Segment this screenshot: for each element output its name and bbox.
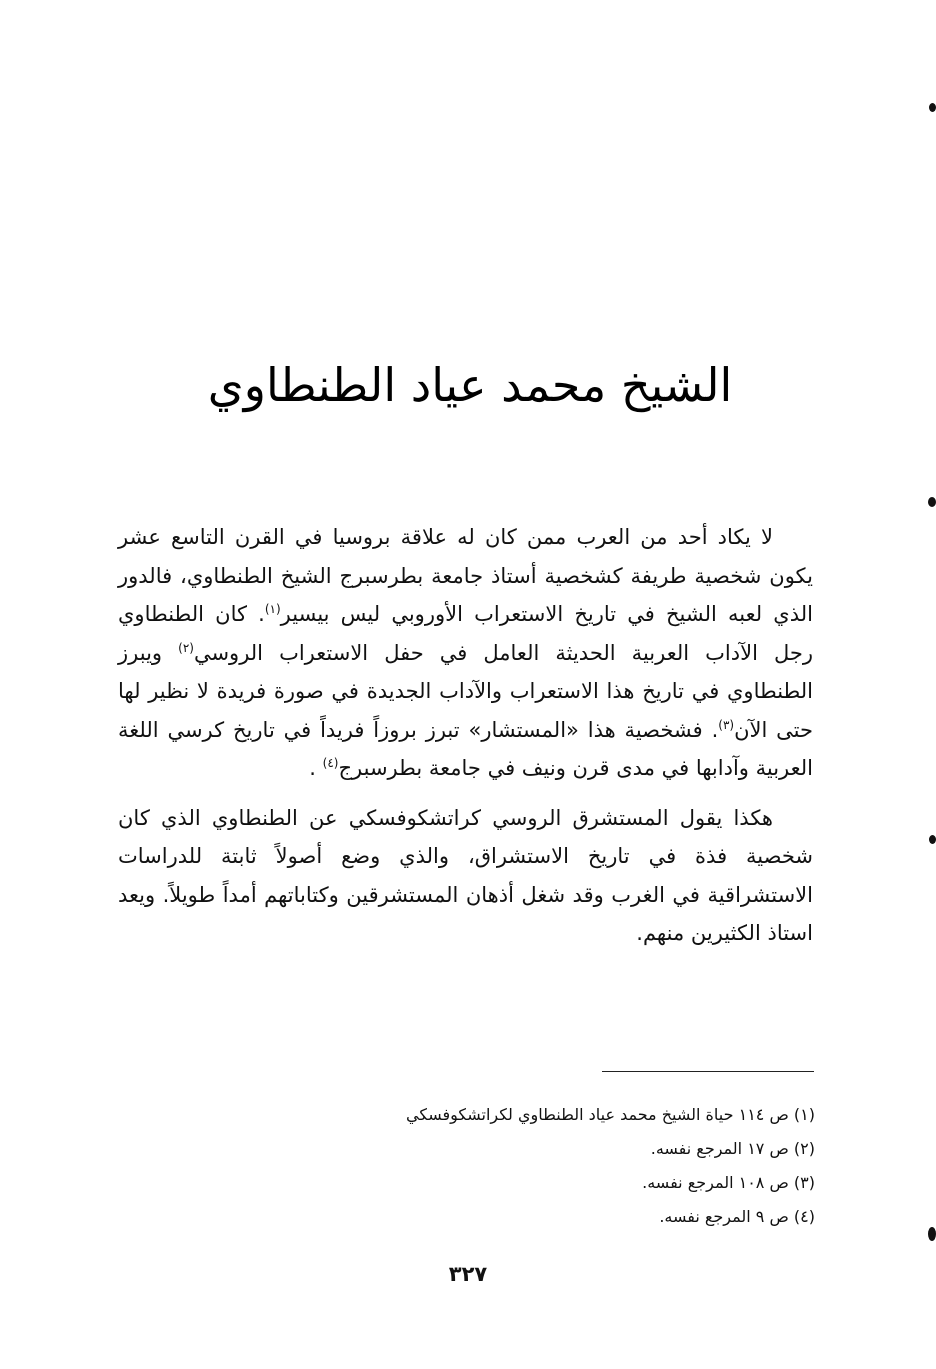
- footnote-ref-1: (١): [264, 602, 281, 616]
- footnote-divider: [602, 1071, 814, 1072]
- scan-mark-3: [929, 835, 936, 844]
- footnote-4: (٤) ص ٩ المرجع نفسه.: [659, 1207, 815, 1226]
- paragraph-1-part-b: . كان الطنطاوي رجل الآداب العربية الحديثة العامل في حفل الاستعراب الروسي: [118, 602, 813, 665]
- footnote-ref-3: (٣): [718, 717, 735, 732]
- body-text: [118, 518, 813, 953]
- paragraph-1-part-c: ويبرز الطنطاوي في تاريخ هذا الاستعراب والآداب الجديدة في صورة فريدة لا نظير لها حتى الآن: [118, 640, 814, 742]
- footnote-ref-4: (٤): [322, 756, 339, 770]
- footnotes: [300, 1098, 815, 1234]
- footnote-2: (٢) ص ١٧ المرجع نفسه.: [650, 1139, 815, 1158]
- scan-mark-4: [928, 1227, 936, 1241]
- footnote-3: (٣) ص ١٠٨ المرجع نفسه.: [642, 1173, 815, 1192]
- chapter-title: الشيخ محمد عياد الطنطاوي: [207, 358, 733, 412]
- paragraph-1-part-e: .: [309, 756, 323, 780]
- footnote-1: (١) ص ١١٤ حياة الشيخ محمد عياد الطنطاوي لكراتشكوفسكي: [406, 1105, 815, 1124]
- paragraph-1-part-a: لا يكاد أحد من العرب ممن كان له علاقة بروسيا في القرن التاسع عشر يكون شخصية طريفة كشخصية أستاذ جامعة بطرسبرج الشيخ الطنطاوي، فالدور الذي لعبه الشيخ في تاريخ الاستعراب الأوروبي ليس بيسير: [118, 525, 813, 626]
- scan-mark-2: [928, 497, 936, 507]
- paragraph-1: [118, 518, 813, 788]
- scan-mark-1: [929, 103, 936, 112]
- footnote-ref-2: (٢): [178, 640, 194, 655]
- page-number: ٣٢٧: [448, 1262, 488, 1286]
- paragraph-2: هكذا يقول المستشرق الروسي كراتشكوفسكي عن الطنطاوي الذي كان شخصية فذة في تاريخ الاستشراق، والذي وضع أصولاً ثابتة للدراسات الاستشراقية في الغرب وقد شغل أذهان المستشرقين وكتاباتهم أمداً طويلاً. ويعد استاذ الكثيرين منهم.: [118, 805, 813, 945]
- paragraph-1-part-d: . فشخصية هذا «المستشار» تبرز بروزاً فريداً في تاريخ كرسي اللغة العربية وآدابها في مدى قرن ونيف في جامعة بطرسبرج: [118, 717, 813, 780]
